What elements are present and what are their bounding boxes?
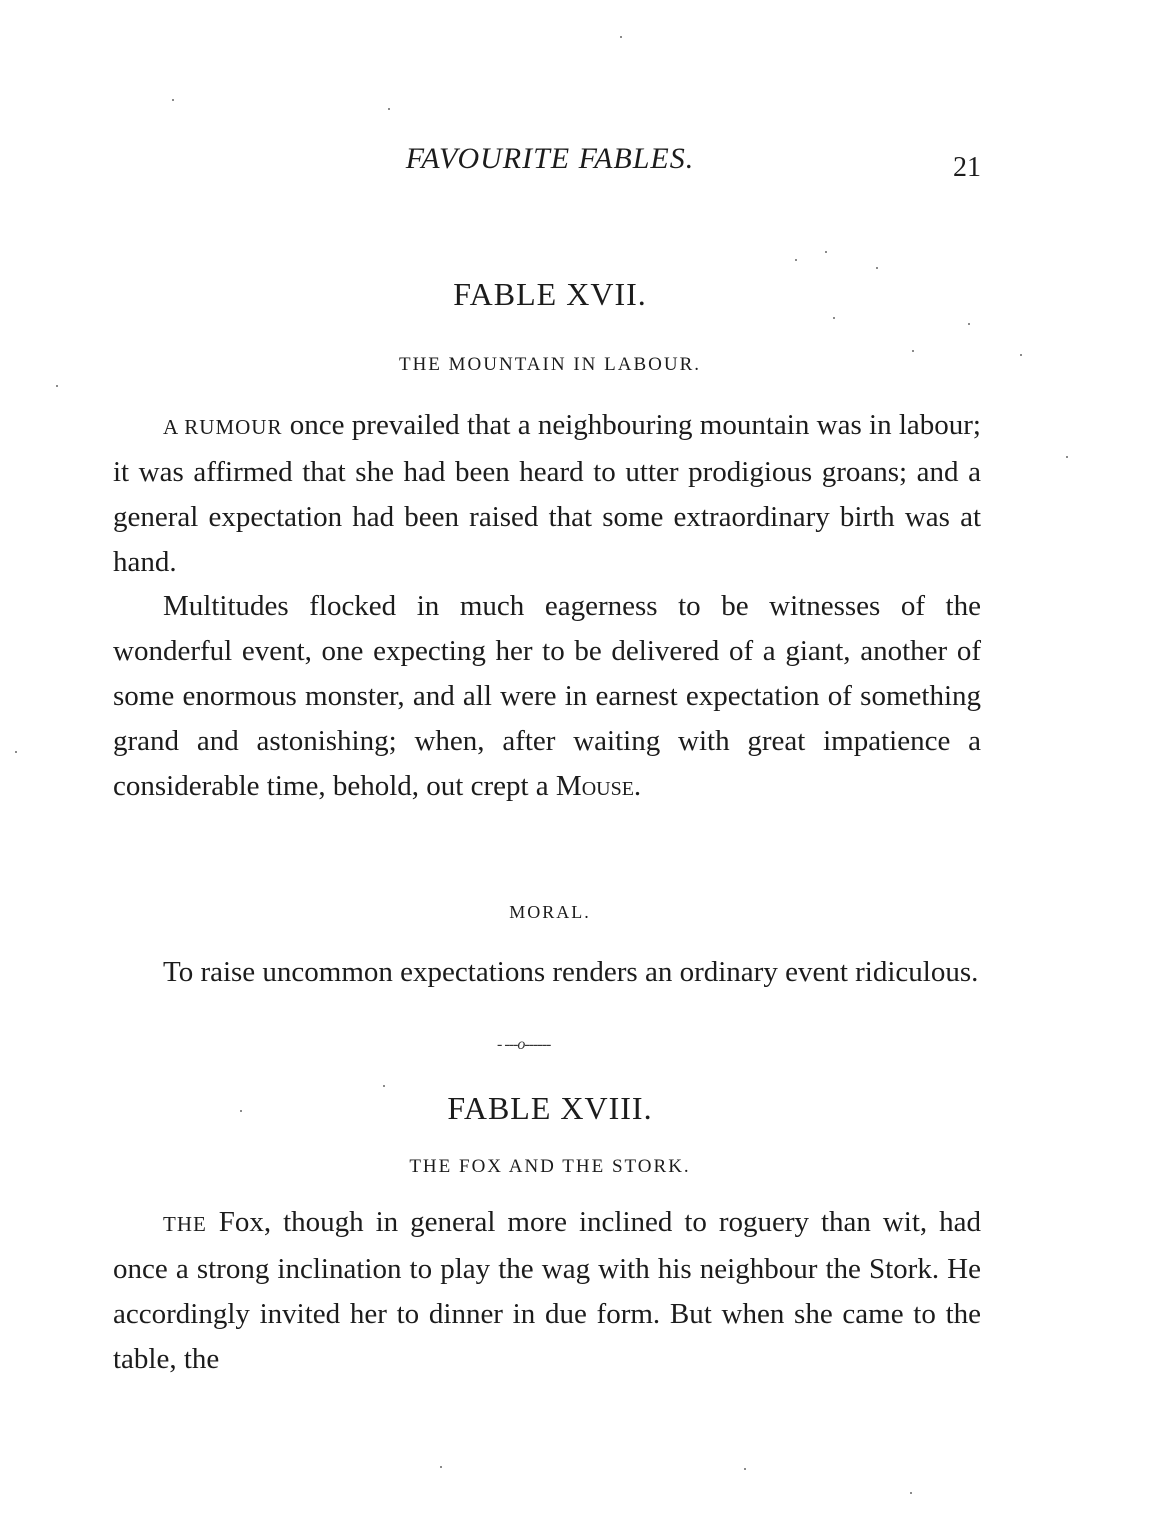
- fable-17-subtitle: THE MOUNTAIN IN LABOUR.: [398, 354, 701, 375]
- fable-17-moral-text: To raise uncommon expectations renders an ordinary event ridiculous.: [163, 956, 979, 988]
- scan-speck: [15, 751, 17, 753]
- fable-17-paragraph-1-text: once prevailed that a neighbouring mountain was in labour; it was affirmed that she had been heard to utter prodigious groans; and a general expectation had been raised that some extraordinary birth was at hand.: [113, 409, 981, 578]
- scan-speck: [744, 1468, 746, 1470]
- scan-speck: [825, 251, 827, 253]
- fable-17-paragraph-1: [113, 403, 981, 585]
- scan-speck: [388, 108, 390, 110]
- running-head: FAVOURITE FABLES.: [405, 142, 695, 175]
- scan-speck: [56, 385, 58, 387]
- scan-speck: [795, 259, 797, 261]
- fable-18-opening-smallcaps: THE: [163, 1212, 207, 1236]
- scan-speck: [1020, 354, 1022, 356]
- fable-18-paragraph-1-text: Fox, though in general more inclined to roguery than wit, had once a strong inclination to play the wag with his neighbour the Stork. He accordingly invited her to dinner in due form. But when she came to the table, the: [113, 1206, 981, 1375]
- scan-speck: [172, 99, 174, 101]
- scan-speck: [910, 1492, 912, 1494]
- scan-speck: [1066, 456, 1068, 458]
- page-number: 21: [953, 152, 981, 183]
- scan-speck: [912, 350, 914, 352]
- scan-speck: [833, 317, 835, 319]
- fable-18-title: FABLE XVIII.: [447, 1090, 653, 1126]
- fable-17-paragraph-2-period: .: [633, 770, 642, 802]
- fable-17-opening-smallcaps: A RUMOUR: [163, 415, 283, 439]
- fable-17-title: FABLE XVII.: [453, 276, 647, 312]
- section-divider-ornament: - ---o------: [497, 1036, 551, 1053]
- scan-speck: [440, 1466, 442, 1468]
- scan-speck: [383, 1085, 385, 1087]
- fable-17-moral-heading: MORAL.: [509, 902, 591, 922]
- fable-17-paragraph-2-text: Multitudes flocked in much eagerness to be witnesses of the wonderful event, one expecting her to be delivered of a giant, another of some enormous monster, and all were in earnest expectation of something grand and astonishing; when, after waiting with great impatience a considerable time, behold, out crept a: [113, 590, 981, 802]
- scan-speck: [240, 1110, 242, 1112]
- fable-18-paragraph-1: [113, 1200, 981, 1382]
- scan-speck: [968, 323, 970, 325]
- scan-speck: [620, 36, 622, 38]
- fable-17-paragraph-2: [113, 584, 981, 809]
- fable-17-mouse-word: Mouse: [555, 770, 634, 802]
- scan-speck: [876, 267, 878, 269]
- fable-18-subtitle: THE FOX AND THE STORK.: [409, 1156, 691, 1177]
